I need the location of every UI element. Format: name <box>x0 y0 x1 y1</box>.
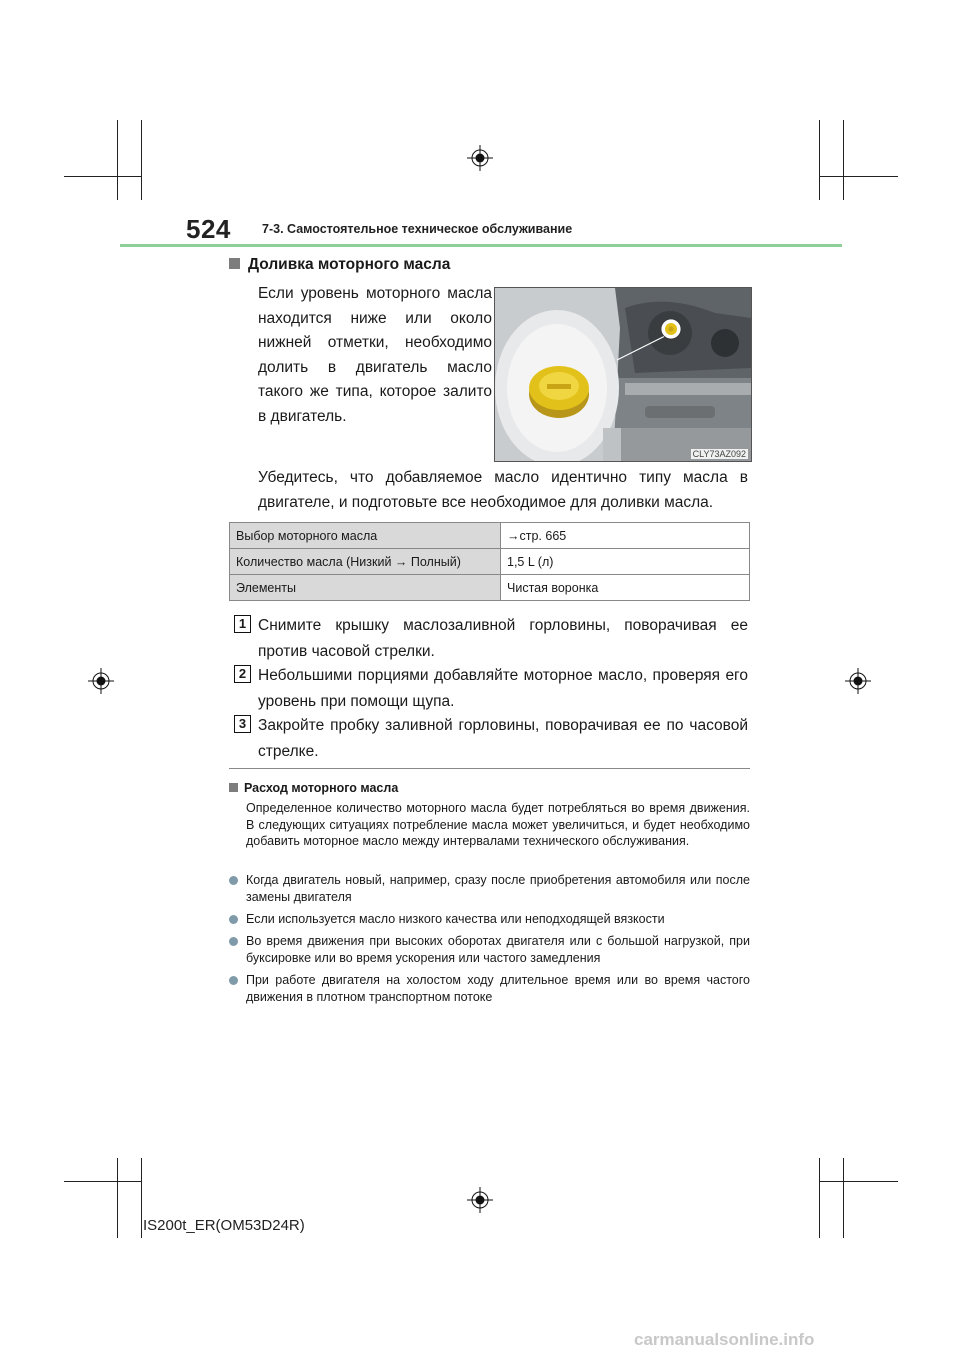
crop-mark <box>843 120 844 200</box>
list-item <box>229 972 750 1006</box>
bullet-dot-icon <box>229 937 238 946</box>
registration-mark-icon <box>845 668 871 694</box>
table-value: →стр. 665 <box>501 523 750 549</box>
oil-spec-table <box>229 522 750 601</box>
note-heading-text: Расход моторного масла <box>244 781 399 795</box>
table-row <box>230 549 750 575</box>
crop-mark <box>819 120 820 200</box>
document-code: IS200t_ER(OM53D24R) <box>143 1217 305 1234</box>
engine-photo-svg <box>495 288 751 461</box>
figure-code: CLY73AZ092 <box>692 449 746 459</box>
crop-mark <box>141 120 142 200</box>
crop-mark <box>819 176 898 177</box>
table-value: Чистая воронка <box>501 575 750 601</box>
registration-mark-icon <box>467 1187 493 1213</box>
crop-mark <box>141 1158 142 1238</box>
crop-mark <box>64 176 141 177</box>
step-number: 2 <box>234 665 251 683</box>
page-number: 524 <box>186 214 231 244</box>
square-bullet-icon <box>229 783 238 792</box>
list-item-text: При работе двигателя на холостом ходу длительное время или во время частого движения в плотном транспортном потоке <box>246 973 750 1004</box>
registration-mark-icon <box>467 145 493 171</box>
crop-mark <box>64 1181 141 1182</box>
crop-mark <box>819 1181 898 1182</box>
step-3 <box>234 713 748 765</box>
step-number: 1 <box>234 615 251 633</box>
section-heading-text: Доливка моторного масла <box>248 256 451 273</box>
section-divider <box>229 768 750 769</box>
section-heading <box>229 256 450 274</box>
table-value: 1,5 L (л) <box>501 549 750 575</box>
table-row <box>230 575 750 601</box>
bullet-dot-icon <box>229 876 238 885</box>
intro-paragraph: Если уровень моторного масла находится ниже или около нижней отметки, необходимо долить в двигатель масло такого же типа, которое залито в двигатель. <box>258 285 492 425</box>
section-title: 7-3. Самостоятельное техническое обслуживание <box>262 222 573 236</box>
bullet-dot-icon <box>229 915 238 924</box>
list-item <box>229 872 750 906</box>
crop-mark <box>117 1158 118 1238</box>
table-label: Выбор моторного масла <box>230 523 501 549</box>
note-body: Определенное количество моторного масла будет потребляться во время движения. В следующих ситуациях потребление масла может увеличиться, и будет необходимо добавить моторное масло между интервалами технического обслуживания. <box>246 801 750 848</box>
note-heading <box>229 781 398 795</box>
instruction-paragraph: Убедитесь, что добавляемое масло идентично типу масла в двигателе, и подготовьте все необходимое для доливки масла. <box>258 469 748 511</box>
list-item <box>229 911 750 929</box>
crop-mark <box>819 1158 820 1238</box>
registration-mark-icon <box>88 668 114 694</box>
crop-mark <box>843 1158 844 1238</box>
list-item-text: Когда двигатель новый, например, сразу после приобретения автомобиля или после замены двигателя <box>246 873 750 904</box>
crop-mark <box>117 120 118 200</box>
step-1 <box>234 613 748 665</box>
list-item <box>229 933 750 967</box>
list-item-text: Во время движения при высоких оборотах двигателя или с большой нагрузкой, при буксировке или во время ускорения или частого замедления <box>246 934 750 965</box>
header-rule <box>120 244 842 247</box>
list-item-text: Если используется масло низкого качества или неподходящей вязкости <box>246 912 665 926</box>
watermark: carmanualsonline.info <box>634 1330 815 1349</box>
table-row <box>230 523 750 549</box>
step-text: Небольшими порциями добавляйте моторное масло, проверяя его уровень при помощи щупа. <box>258 667 748 710</box>
step-text: Снимите крышку маслозаливной горловины, поворачивая ее против часовой стрелки. <box>258 617 748 660</box>
engine-oil-cap-illustration <box>494 287 752 462</box>
table-label: Элементы <box>230 575 501 601</box>
bullet-dot-icon <box>229 976 238 985</box>
step-number: 3 <box>234 715 251 733</box>
step-2 <box>234 663 748 715</box>
square-bullet-icon <box>229 258 240 269</box>
step-text: Закройте пробку заливной горловины, поворачивая ее по часовой стрелке. <box>258 717 748 760</box>
table-label: Количество масла (Низкий → Полный) <box>230 549 501 575</box>
